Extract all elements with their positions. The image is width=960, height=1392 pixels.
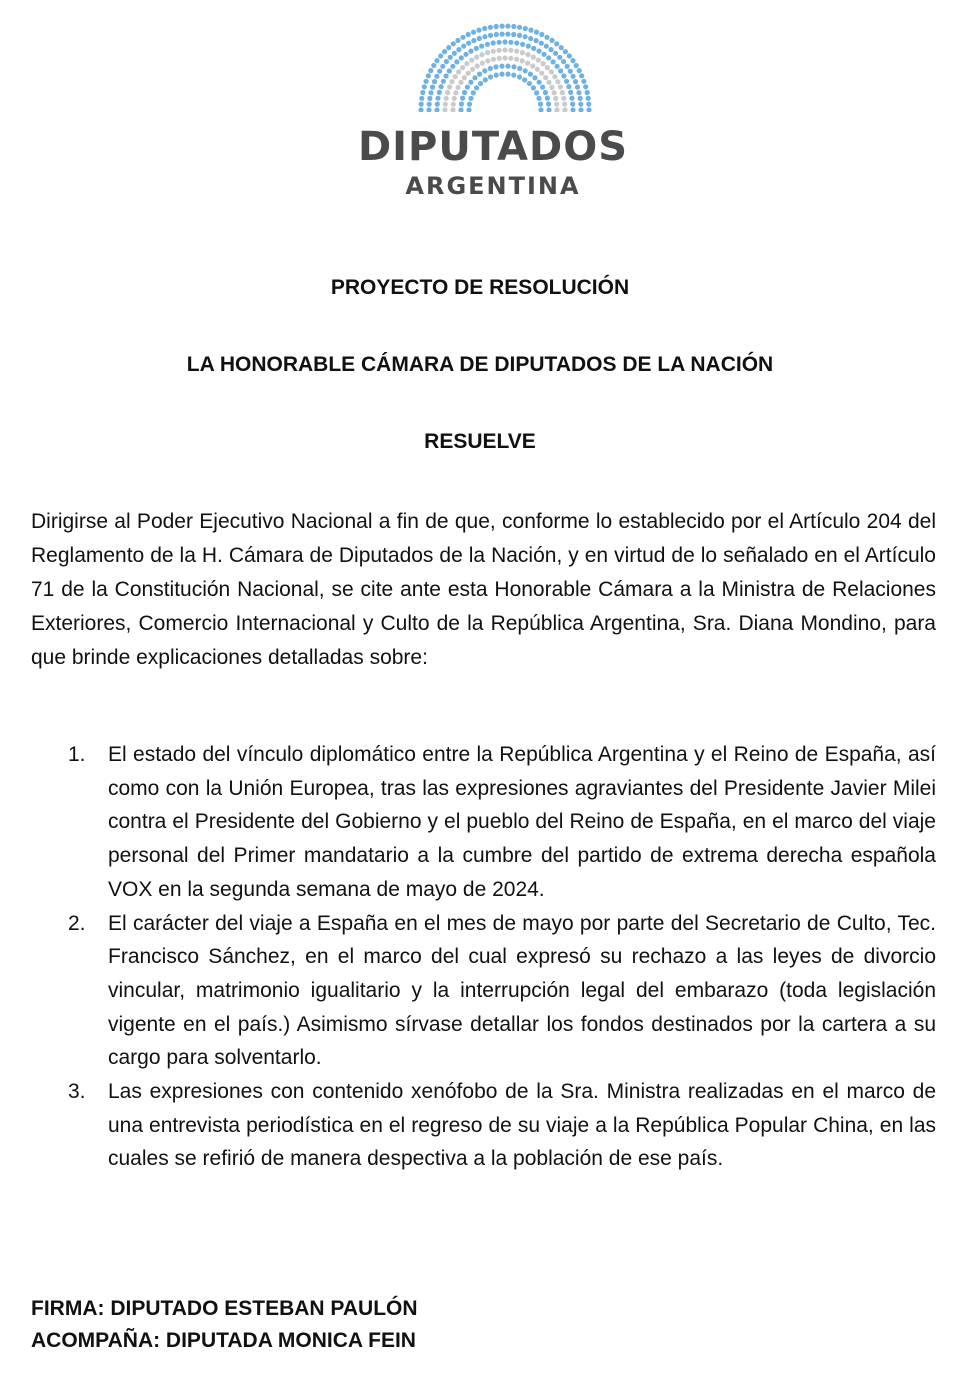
hemicycle-seat-dot	[520, 58, 525, 63]
hemicycle-seat-dot	[578, 96, 583, 101]
hemicycle-seat-dot	[522, 77, 527, 82]
hemicycle-seat-dot	[464, 61, 469, 66]
hemicycle-seat-dot	[531, 55, 536, 60]
hemicycle-seat-dot	[538, 107, 543, 112]
hemicycle-seat-dot	[530, 63, 535, 68]
hemicycle-seat-dot	[466, 107, 471, 112]
hemicycle-seat-dot	[488, 33, 493, 38]
hemicycle-seat-dot	[474, 46, 479, 51]
hemicycle-seat-dot	[491, 57, 496, 62]
hemicycle-seat-dot	[561, 73, 566, 78]
hemicycle-seat-dot	[494, 73, 499, 78]
hemicycle-seat-dot	[468, 49, 473, 54]
hemicycle-seat-dot	[511, 73, 516, 78]
hemicycle-seat-dot	[561, 96, 566, 101]
hemicycle-seat-dot	[549, 85, 554, 90]
hemicycle-seat-dot	[553, 96, 558, 101]
hemicycle-seat-dot	[528, 28, 533, 33]
hemicycle-seat-dot	[426, 73, 431, 78]
hemicycle-seat-dot	[482, 34, 487, 39]
hemicycle-seat-dot	[531, 46, 536, 51]
hemicycle-seat-dot	[459, 101, 464, 106]
hemicycle-seat-dot	[478, 81, 483, 86]
hemicycle-seat-dot	[460, 35, 465, 40]
hemicycle-seat-dot	[434, 74, 439, 79]
hemicycle-seat-dot	[499, 64, 504, 69]
hemicycle-seat-dot	[466, 41, 471, 46]
hemicycle-seat-dot	[566, 84, 571, 89]
hemicycle-seat-dot	[474, 55, 479, 60]
list-item	[31, 738, 936, 907]
hemicycle-seat-dot	[422, 84, 427, 89]
hemicycle-seat-dot	[532, 75, 537, 80]
hemicycle-seat-dot	[418, 107, 423, 112]
hemicycle-seat-dot	[537, 80, 542, 85]
hemicycle-seat-dot	[476, 28, 481, 33]
hemicycle-seat-dot	[437, 90, 442, 95]
hemicycle-seat-dot	[471, 30, 476, 35]
hemicycle-seat-dot	[488, 25, 493, 30]
hemicycle-seat-dot	[585, 90, 590, 95]
hemicycle-seat-dot	[465, 85, 470, 90]
hemicycle-seat-dot	[523, 26, 528, 31]
hemicycle-seat-dot	[554, 102, 559, 107]
list-item-number: 3.	[68, 1080, 86, 1104]
hemicycle-seat-dot	[453, 74, 458, 79]
hemicycle-seat-dot	[438, 53, 443, 58]
hemicycle-seat-dot	[536, 96, 541, 101]
hemicycle-seat-dot	[540, 85, 545, 90]
hemicycle-seat-dot	[448, 55, 453, 60]
hemicycle-seat-dot	[452, 51, 457, 56]
hemicycle-seat-dot	[508, 48, 513, 53]
hemicycle-seat-dot	[485, 50, 490, 55]
hemicycle-seat-dot	[536, 49, 541, 54]
hemicycle-seat-dot	[517, 33, 522, 38]
hemicycle-seat-dot	[494, 32, 499, 37]
hemicycle-seat-dot	[475, 63, 480, 68]
diputados-argentina-logo	[0, 0, 960, 215]
hemicycle-seat-dot	[444, 73, 449, 78]
hemicycle-seat-dot	[543, 90, 548, 95]
hemicycle-seat-dot	[485, 58, 490, 63]
hemicycle-seat-dot	[583, 84, 588, 89]
hemicycle-seat-dot	[500, 32, 505, 37]
hemicycle-seat-dot	[568, 90, 573, 95]
list-item-number: 1.	[68, 743, 86, 766]
hemicycle-seat-dot	[462, 75, 467, 80]
hemicycle-seat-dot	[502, 55, 507, 60]
signature-acompana: ACOMPAÑA: DIPUTADA MONICA FEIN	[31, 1329, 416, 1352]
hemicycle-seat-dot	[546, 107, 551, 112]
hemicycle-seat-dot	[570, 102, 575, 107]
list-item-number: 2.	[68, 911, 86, 935]
hemicycle-seat-dot	[549, 47, 554, 52]
hemicycle-seat-dot	[554, 41, 559, 46]
hemicycle-seat-dot	[497, 48, 502, 53]
list-item	[31, 907, 936, 1076]
hemicycle-seat-dot	[527, 81, 532, 86]
hemicycle-seat-dot	[586, 96, 591, 101]
hemicycle-seat-dot	[549, 38, 554, 43]
hemicycle-seat-dot	[545, 96, 550, 101]
hemicycle-seat-dot	[485, 42, 490, 47]
hemicycle-seat-dot	[463, 52, 468, 57]
hemicycle-seat-dot	[424, 79, 429, 84]
hemicycle-seat-dot	[525, 61, 530, 66]
hemicycle-seat-dot	[555, 64, 560, 69]
hemicycle-seat-dot	[468, 80, 473, 85]
hemicycle-seat-dot	[546, 80, 551, 85]
hemicycle-seat-dot	[586, 102, 591, 107]
hemicycle-seat-dot	[445, 90, 450, 95]
hemicycle-seat-dot	[544, 44, 549, 49]
hemicycle-seat-dot	[426, 107, 431, 112]
hemicycle-seat-dot	[456, 85, 461, 90]
hemicycle-seat-dot	[520, 50, 525, 55]
hemicycle-seat-dot	[434, 107, 439, 112]
logo-title: DIPUTADOS	[357, 124, 629, 170]
hemicycle-seat-dot	[517, 66, 522, 71]
hemicycle-seat-dot	[428, 68, 433, 73]
hemicycle-seat-dot	[432, 79, 437, 84]
signature-block	[31, 1293, 418, 1357]
hemicycle-seat-dot	[581, 79, 586, 84]
hemicycle-seat-dot	[523, 34, 528, 39]
hemicycle-seat-dot	[446, 45, 451, 50]
hemicycle-seat-dot	[427, 102, 432, 107]
hemicycle-seat-dot	[419, 102, 424, 107]
hemicycle-seat-dot	[458, 80, 463, 85]
list-item	[31, 1075, 936, 1176]
hemicycle-seat-dot	[428, 90, 433, 95]
hemicycle-seat-dot	[452, 96, 457, 101]
hemicycle-seat-dot	[477, 36, 482, 41]
hemicycle-seat-dot	[441, 79, 446, 84]
hemicycle-seat-dot	[526, 44, 531, 49]
hemicycle-seat-dot	[466, 32, 471, 37]
hemicycle-seat-dot	[460, 65, 465, 70]
hemicycle-seat-dot	[431, 63, 436, 68]
hemicycle-seat-dot	[444, 59, 449, 64]
hemicycle-seat-dot	[482, 26, 487, 31]
hemicycle-seat-dot	[450, 107, 455, 112]
hemicycle-seat-dot	[505, 32, 510, 37]
hemicycle-seat-dot	[576, 90, 581, 95]
hemicycle-seat-dot	[538, 102, 543, 107]
hemicycle-seat-dot	[435, 102, 440, 107]
hemicycle-seat-dot	[511, 32, 516, 37]
list-item-text: Las expresiones con contenido xenófobo de la Sra. Ministra realizadas en el marco de una entrevista periodística en el regreso de su viaje a la República Popular China, en las cuales se refirió de manera despectiva a la población de ese país.	[108, 1080, 936, 1171]
logo-subtitle: ARGENTINA	[405, 172, 581, 200]
hemicycle-seat-dot	[447, 84, 452, 89]
list-item-text: El estado del vínculo diplomático entre la República Argentina y el Reino de España, así como con la Unión Europea, tras las expresiones agraviantes del Presidente Javier Milei contra el Presidente del Gobierno y el pueblo del Reino de España, en el marco del viaje personal del Primer mandatario a la cumbre del partido de extrema derecha española VOX en la segunda semana de mayo de 2024.	[108, 743, 936, 901]
hemicycle-seat-dot	[502, 47, 507, 52]
hemicycle-seat-dot	[493, 64, 498, 69]
hemicycle-seat-dot	[511, 24, 516, 29]
hemicycle-seat-dot	[447, 68, 452, 73]
hemicycle-seat-dot	[505, 72, 510, 77]
hemicycle-seat-dot	[472, 75, 477, 80]
hemicycle-seat-dot	[419, 96, 424, 101]
resolves-heading: RESUELVE	[424, 430, 536, 453]
hemicycle-seat-dot	[456, 47, 461, 52]
hemicycle-seat-dot	[435, 96, 440, 101]
hemicycle-seat-dot	[440, 64, 445, 69]
hemicycle-seat-dot	[539, 32, 544, 37]
hemicycle-seat-dot	[469, 58, 474, 63]
hemicycle-seat-dot	[502, 39, 507, 44]
hemicycle-seat-dot	[534, 38, 539, 43]
hemicycle-seat-dot	[553, 51, 558, 56]
hemicycle-seat-dot	[574, 63, 579, 68]
hemicycle-seat-dot	[575, 85, 580, 90]
hemicycle-seat-dot	[459, 55, 464, 60]
hemicycle-seat-dot	[564, 79, 569, 84]
hemicycle-seat-dot	[474, 85, 479, 90]
hemicycle-seat-dot	[544, 35, 549, 40]
hemicycle-seat-dot	[467, 102, 472, 107]
hemicycle-seat-dot	[430, 85, 435, 90]
hemicycle-seat-dot	[497, 40, 502, 45]
list-item-text: El carácter del viaje a España en el mes de mayo por parte del Secretario de Culto, Tec. Francisco Sánchez, en el marco del cual expresó su rechazo a las leyes de divorcio vincular, matrimonio igualitario y la interrupción legal del embarazo (toda legislación vigente en el país.) Asimismo sírvase detallar los fondos destinados por la cartera a su cargo para solventarlo.	[108, 911, 936, 1070]
hemicycle-seat-dot	[460, 96, 465, 101]
hemicycle-seat-dot	[471, 90, 476, 95]
hemicycle-seat-dot	[454, 59, 459, 64]
hemicycle-seat-dot	[483, 77, 488, 82]
hemicycle-seat-dot	[494, 24, 499, 29]
hemicycle-seat-dot	[525, 52, 530, 57]
hemicycle-seat-dot	[480, 61, 485, 66]
hemicycle-seat-dot	[511, 64, 516, 69]
hemicycle-seat-dot	[508, 40, 513, 45]
request-list	[31, 738, 936, 1176]
hemicycle-seat-dot	[552, 74, 557, 79]
hemicycle-seat-dot	[517, 25, 522, 30]
hemicycle-seat-dot	[444, 96, 449, 101]
hemicycle-seat-dot	[570, 58, 575, 63]
hemicycle-seat-dot	[442, 107, 447, 112]
hemicycle-seat-dot	[539, 71, 544, 76]
hemicycle-seat-dot	[562, 107, 567, 112]
hemicycle-seat-dot	[508, 56, 513, 61]
hemicycle-emblem-icon	[400, 22, 610, 112]
hemicycle-seat-dot	[562, 102, 567, 107]
hemicycle-seat-dot	[491, 40, 496, 45]
hemicycle-seat-dot	[545, 65, 550, 70]
hemicycle-seat-dot	[534, 90, 539, 95]
hemicycle-seat-dot	[453, 90, 458, 95]
hemicycle-seat-dot	[577, 68, 582, 73]
hemicycle-seat-dot	[420, 90, 425, 95]
hemicycle-seat-dot	[551, 59, 556, 64]
hemicycle-seat-dot	[567, 53, 572, 58]
hemicycle-seat-dot	[470, 67, 475, 72]
hemicycle-seat-dot	[523, 68, 528, 73]
hemicycle-seat-dot	[461, 44, 466, 49]
hemicycle-seat-dot	[563, 49, 568, 54]
hemicycle-seat-dot	[514, 40, 519, 45]
hemicycle-seat-dot	[455, 38, 460, 43]
hemicycle-seat-dot	[488, 74, 493, 79]
hemicycle-seat-dot	[546, 55, 551, 60]
hemicycle-seat-dot	[514, 49, 519, 54]
hemicycle-seat-dot	[579, 73, 584, 78]
document-title: PROYECTO DE RESOLUCIÓN	[330, 276, 630, 299]
hemicycle-seat-dot	[450, 64, 455, 69]
hemicycle-seat-dot	[535, 67, 540, 72]
hemicycle-seat-dot	[560, 90, 565, 95]
hemicycle-seat-dot	[561, 59, 566, 64]
hemicycle-seat-dot	[534, 30, 539, 35]
hemicycle-seat-dot	[499, 72, 504, 77]
hemicycle-seat-dot	[456, 69, 461, 74]
hemicycle-seat-dot	[482, 68, 487, 73]
hemicycle-seat-dot	[439, 84, 444, 89]
hemicycle-seat-dot	[558, 84, 563, 89]
hemicycle-seat-dot	[565, 64, 570, 69]
hemicycle-seat-dot	[578, 107, 583, 112]
hemicycle-seat-dot	[514, 57, 519, 62]
hemicycle-seat-dot	[570, 107, 575, 112]
hemicycle-seat-dot	[543, 75, 548, 80]
hemicycle-seat-dot	[520, 42, 525, 47]
hemicycle-seat-dot	[541, 52, 546, 57]
hemicycle-seat-dot	[500, 24, 505, 29]
hemicycle-seat-dot	[558, 68, 563, 73]
hemicycle-seat-dot	[554, 107, 559, 112]
hemicycle-seat-dot	[427, 96, 432, 101]
hemicycle-seat-dot	[471, 38, 476, 43]
hemicycle-seat-dot	[559, 45, 564, 50]
signature-firma: FIRMA: DIPUTADO ESTEBAN PAULÓN	[31, 1297, 418, 1320]
hemicycle-seat-dot	[505, 64, 510, 69]
hemicycle-seat-dot	[568, 69, 573, 74]
hemicycle-seat-dot	[443, 102, 448, 107]
hemicycle-seat-dot	[552, 90, 557, 95]
hemicycle-seat-dot	[586, 107, 591, 112]
hemicycle-seat-dot	[442, 49, 447, 54]
hemicycle-seat-dot	[458, 107, 463, 112]
hemicycle-seat-dot	[557, 55, 562, 60]
hemicycle-seat-dot	[451, 41, 456, 46]
hemicycle-seat-dot	[450, 79, 455, 84]
chamber-heading: LA HONORABLE CÁMARA DE DIPUTADOS DE LA NACIÓN	[186, 353, 774, 376]
hemicycle-seat-dot	[569, 96, 574, 101]
hemicycle-seat-dot	[541, 61, 546, 66]
hemicycle-seat-dot	[536, 58, 541, 63]
hemicycle-seat-dot	[517, 74, 522, 79]
hemicycle-seat-dot	[573, 79, 578, 84]
hemicycle-seat-dot	[571, 74, 576, 79]
hemicycle-seat-dot	[549, 69, 554, 74]
hemicycle-seat-dot	[477, 72, 482, 77]
hemicycle-seat-dot	[546, 101, 551, 106]
hemicycle-seat-dot	[531, 85, 536, 90]
hemicycle-seat-dot	[497, 56, 502, 61]
hemicycle-seat-dot	[437, 69, 442, 74]
hemicycle-seat-dot	[434, 58, 439, 63]
hemicycle-seat-dot	[539, 41, 544, 46]
hemicycle-seat-dot	[468, 96, 473, 101]
hemicycle-seat-dot	[488, 66, 493, 71]
hemicycle-seat-dot	[491, 49, 496, 54]
hemicycle-seat-dot	[555, 79, 560, 84]
hemicycle-seat-dot	[528, 36, 533, 41]
hemicycle-seat-dot	[528, 72, 533, 77]
intro-paragraph: Dirigirse al Poder Ejecutivo Nacional a fin de que, conforme lo establecido por el Artículo 204 del Reglamento de la H. Cámara de Diputados de la Nación, y en virtud de lo señalado en el Artículo 71 de la Constitución Nacional, se cite ante esta Honorable Cámara a la Ministra de Relaciones Exteriores, Comercio Internacional y Culto de la República Argentina, Sra. Diana Mondino, para que brinde explicaciones detalladas sobre:	[31, 510, 936, 669]
hemicycle-seat-dot	[466, 71, 471, 76]
hemicycle-seat-dot	[451, 102, 456, 107]
hemicycle-seat-dot	[505, 24, 510, 29]
hemicycle-seat-dot	[578, 102, 583, 107]
hemicycle-seat-dot	[479, 52, 484, 57]
hemicycle-seat-dot	[479, 44, 484, 49]
hemicycle-seat-dot	[462, 90, 467, 95]
